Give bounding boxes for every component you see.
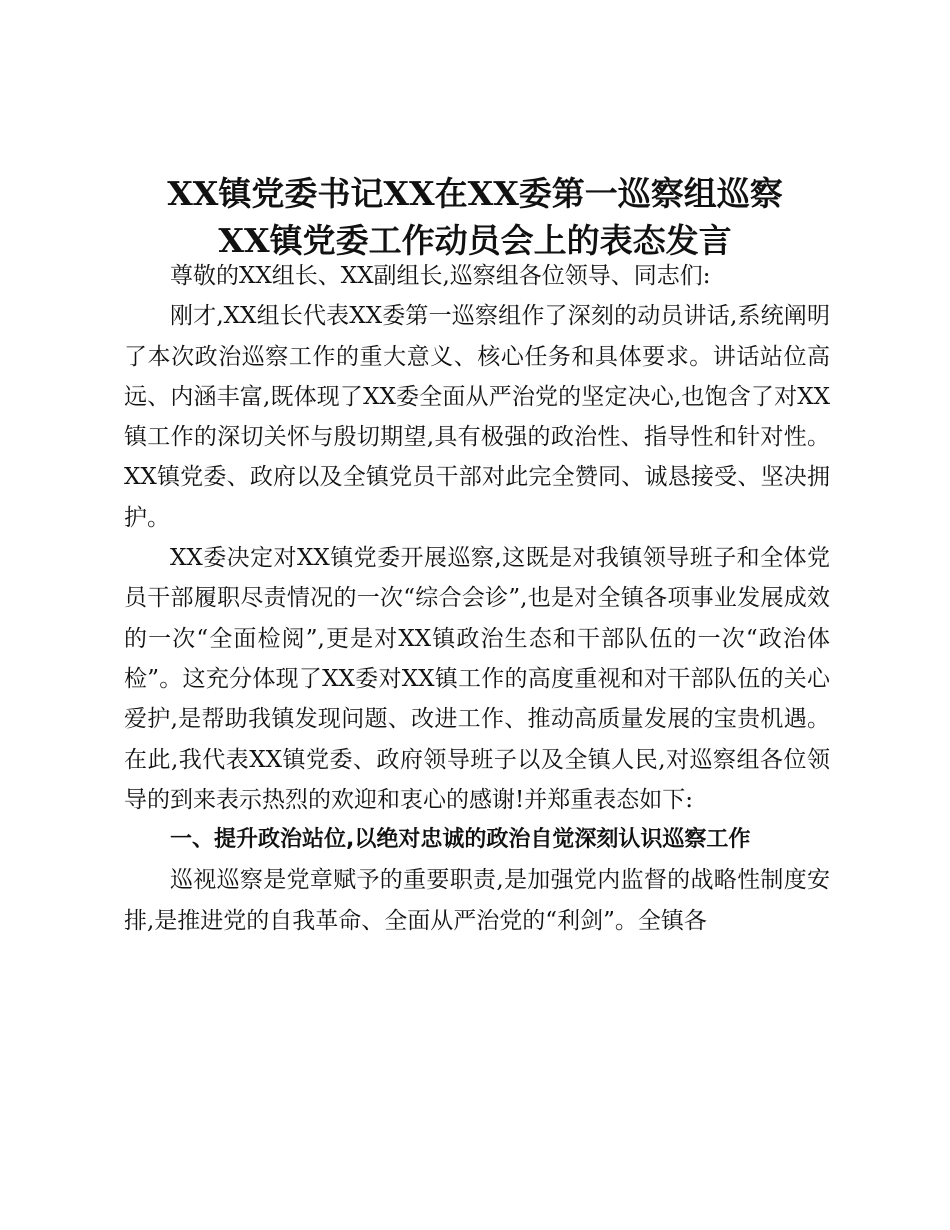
paragraph-intro: 刚才,XX组长代表XX委第一巡察组作了深刻的动员讲话,系统阐明了本次政治巡察工作的重大意义、核心任务和具体要求。讲话站位高远、内涵丰富,既体现了XX委全面从严治党的坚定决心,也饱含了对XX镇工作的深切关怀与殷切期望,具有极强的政治性、指导性和针对性。XX镇党委、政府以及全镇党员干部对此完全赞同、诚恳接受、坚决拥护。 xyxy=(124,303,830,531)
document-title-line-2: XX镇党委工作动员会上的表态发言 xyxy=(218,221,732,260)
salutation: 尊敬的XX组长、XX副组长,巡察组各位领导、同志们: xyxy=(170,263,711,289)
document-title-line-1: XX镇党委书记XX在XX委第一巡察组巡察 xyxy=(167,174,783,213)
section-1-paragraph: 巡视巡察是党章赋予的重要职责,是加强党内监督的战略性制度安排,是推进党的自我革命、全面从严治党的“利剑”。全镇各 xyxy=(124,867,830,934)
section-heading-1: 一、提升政治站位,以绝对忠诚的政治自觉深刻认识巡察工作 xyxy=(170,827,751,853)
document-body xyxy=(124,256,830,941)
paragraph-inspection-significance: XX委决定对XX镇党委开展巡察,这既是对我镇领导班子和全体党员干部履职尽责情况的一次“综合会诊”,也是对全镇各项事业发展成效的一次“全面检阅”,更是对XX镇政治生态和干部队伍的一次“政治体检”。这充分体现了XX委对XX镇工作的高度重视和对干部队伍的关心爱护,是帮助我镇发现问题、改进工作、推动高质量发展的宝贵机遇。在此,我代表XX镇党委、政府领导班子以及全镇人民,对巡察组各位领导的到来表示热烈的欢迎和衷心的感谢!并郑重表态如下: xyxy=(124,545,830,813)
